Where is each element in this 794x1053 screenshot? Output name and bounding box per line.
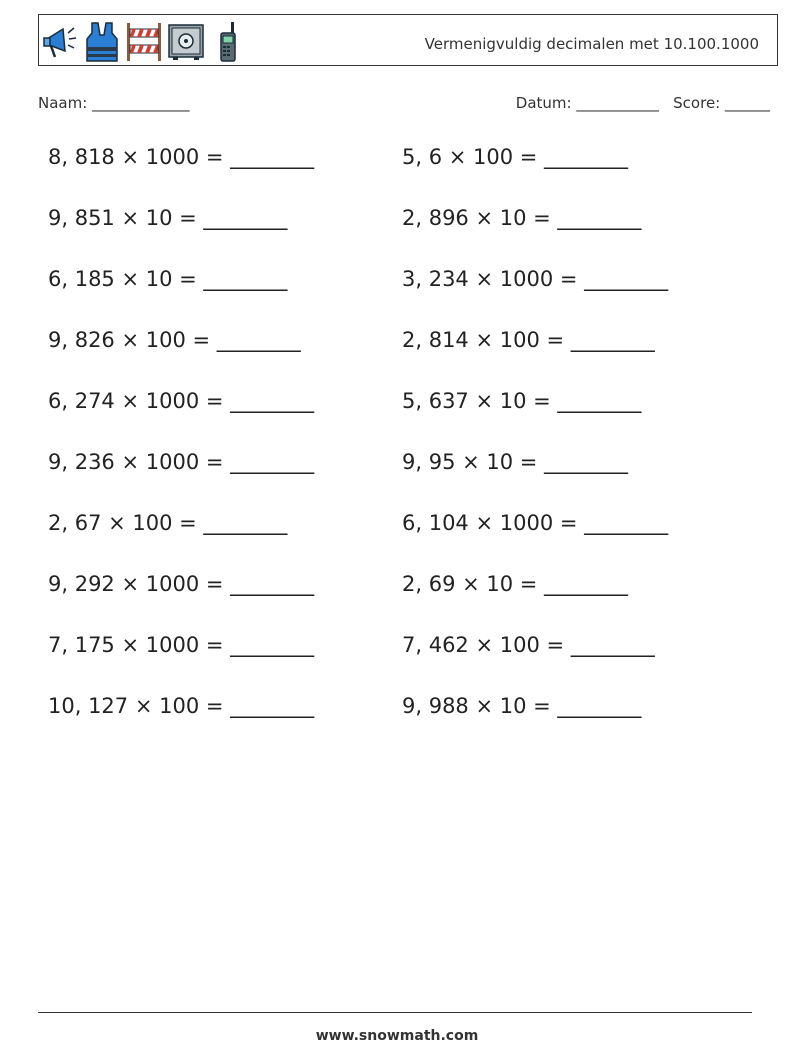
problem: 9, 988 × 10 = ________: [402, 694, 642, 718]
worksheet-header: [38, 14, 778, 66]
worksheet-title: Vermenigvuldig decimalen met 10.100.1000: [424, 35, 759, 53]
problem-grid: [48, 145, 768, 755]
problem: 6, 274 × 1000 = ________: [48, 389, 315, 413]
problem-row: [48, 206, 768, 267]
footer-url: www.snowmath.com: [315, 1028, 479, 1044]
problem-row: [48, 511, 768, 572]
problem-row: [48, 694, 768, 755]
problem: 3, 234 × 1000 = ________: [402, 267, 669, 291]
problem: 2, 814 × 100 = ________: [402, 328, 655, 352]
problem: 7, 175 × 1000 = ________: [48, 633, 315, 657]
problem: 10, 127 × 100 = ________: [48, 694, 315, 718]
problem: 8, 818 × 1000 = ________: [48, 145, 315, 169]
safe-icon: [167, 19, 205, 63]
problem: 2, 896 × 10 = ________: [402, 206, 642, 230]
problem: 6, 104 × 1000 = ________: [402, 511, 669, 535]
problem: 9, 95 × 10 = ________: [402, 450, 629, 474]
problem: 5, 6 × 100 = ________: [402, 145, 629, 169]
megaphone-icon: [41, 19, 79, 63]
problem: 2, 67 × 100 = ________: [48, 511, 288, 535]
problem: 9, 826 × 100 = ________: [48, 328, 301, 352]
problem-row: [48, 633, 768, 694]
problem-row: [48, 267, 768, 328]
problem: 9, 236 × 1000 = ________: [48, 450, 315, 474]
walkie-talkie-icon: [209, 19, 247, 63]
problem: 9, 292 × 1000 = ________: [48, 572, 315, 596]
date-field: Datum: ___________: [515, 94, 659, 112]
problem-row: [48, 328, 768, 389]
problem-row: [48, 145, 768, 206]
problem: 6, 185 × 10 = ________: [48, 267, 288, 291]
date-score-fields: [516, 94, 770, 112]
name-field: Naam: _____________: [38, 94, 190, 112]
problem-row: [48, 450, 768, 511]
problem-row: [48, 572, 768, 633]
footer-divider: [38, 1012, 752, 1013]
road-barrier-icon: [125, 19, 163, 63]
problem: 2, 69 × 10 = ________: [402, 572, 629, 596]
safety-vest-icon: [83, 19, 121, 63]
problem: 9, 851 × 10 = ________: [48, 206, 288, 230]
problem-row: [48, 389, 768, 450]
problem: 5, 637 × 10 = ________: [402, 389, 642, 413]
header-icons: [41, 18, 247, 64]
problem: 7, 462 × 100 = ________: [402, 633, 655, 657]
score-field: Score: ______: [673, 94, 770, 112]
